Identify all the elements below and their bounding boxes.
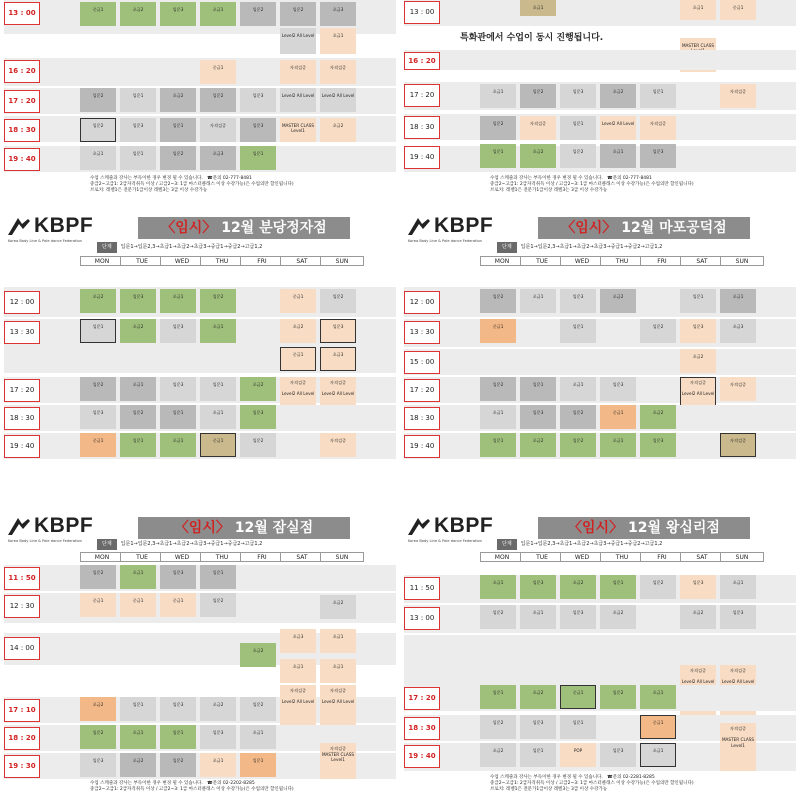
schedule-cell[interactable]: 입문1 (640, 84, 676, 108)
schedule-cell[interactable]: 초급1 (200, 2, 236, 26)
schedule-cell[interactable]: 입문1 (120, 146, 156, 170)
schedule-cell[interactable]: 초급1 (320, 629, 356, 653)
schedule-cell[interactable]: 초급2 (280, 319, 316, 343)
page-title: 〈임시〉 12월 마포공덕점 (538, 217, 750, 239)
schedule-cell[interactable]: 입문2 (480, 377, 516, 401)
schedule-cell[interactable]: 중급1 (200, 433, 236, 457)
time-slot: 17 : 20 (404, 84, 440, 107)
schedule-cell[interactable]: 입문3 (600, 743, 636, 767)
time-slot: 14 : 00 (4, 637, 40, 660)
schedule-cell[interactable]: 입문3 (560, 84, 596, 108)
schedule-cell[interactable]: 초급2 (120, 319, 156, 343)
schedule-cell[interactable]: 자격검증 Level2 All Level (320, 377, 356, 429)
schedule-cell[interactable]: 자격검증 Level2 All Level (280, 685, 316, 739)
schedule-cell[interactable]: 입문3 (640, 144, 676, 168)
schedule-cell[interactable]: 초급2 (200, 697, 236, 721)
day-header: MON TUE WED THU FRI SAT SUN (400, 256, 800, 267)
schedule-cell[interactable]: 초급2 (520, 433, 556, 457)
schedule-cell[interactable]: 초급2 (680, 605, 716, 629)
time-slot: 16 : 20 (404, 52, 440, 70)
schedule-cell[interactable]: MASTER CLASS Level1 (280, 118, 316, 142)
schedule-cell[interactable]: 초급1 (520, 0, 556, 16)
kbpf-mark-icon (406, 215, 432, 237)
time-slot: 17 : 20 (404, 379, 440, 402)
time-slot: 18 : 30 (4, 407, 40, 430)
kbpf-mark-icon (6, 515, 32, 537)
time-slot: 18 : 30 (404, 407, 440, 430)
schedule-cell[interactable]: 중급1 (640, 715, 676, 739)
schedule-cell[interactable]: 입문2 (160, 146, 196, 170)
schedule-cell[interactable]: 입문2 (200, 593, 236, 617)
schedule-cell[interactable]: 입문1 (160, 118, 196, 142)
schedule-cell[interactable]: 초급1 (640, 743, 676, 767)
schedule-cell[interactable]: 중급1 (280, 289, 316, 313)
schedule-cell[interactable]: 자격검증 Level2 All Level (320, 685, 356, 739)
schedule-cell[interactable]: 중급1 (80, 593, 116, 617)
schedule-cell[interactable]: 입문2 (640, 319, 676, 343)
schedule-cell[interactable]: 초급3 (280, 629, 316, 653)
time-slot: 17 : 20 (4, 90, 40, 113)
schedule-cell[interactable]: 초급3 (320, 347, 356, 371)
schedule-cell[interactable]: 자격검증 Level2 All Level (720, 665, 756, 719)
schedule-cell[interactable]: 자격검증 (280, 60, 316, 84)
schedule-cell[interactable]: 자격검증 (520, 116, 556, 140)
schedule-cell[interactable]: 입문1 (160, 405, 196, 429)
schedule-cell[interactable]: 입문2 (480, 605, 516, 629)
schedule-cell[interactable]: 자격검증 (720, 377, 756, 401)
schedule-cell[interactable]: 입문3 (520, 715, 556, 739)
schedule-cell[interactable]: 입문1 (520, 743, 556, 767)
time-slot: 13 : 00 (404, 607, 440, 630)
schedule-cell[interactable]: 입문2 (600, 685, 636, 709)
schedule-cell[interactable]: 초급1 (160, 433, 196, 457)
kbpf-logo: KBPF Korea Body Line & Pole dance Federation (8, 514, 94, 543)
schedule-cell[interactable]: 입문2 (200, 88, 236, 112)
time-slot: 18 : 30 (404, 717, 440, 740)
schedule-cell[interactable]: 입문2 (200, 289, 236, 313)
schedule-cell[interactable]: 초급2 (600, 605, 636, 629)
panel-top-left (0, 0, 400, 193)
schedule-cell[interactable]: 초급1 (520, 605, 556, 629)
schedule-cell[interactable]: 입문1 (560, 319, 596, 343)
schedule-cell[interactable]: 중급1 (160, 593, 196, 617)
schedule-cell[interactable]: 초급1 (240, 725, 276, 749)
schedule-cell[interactable]: 입문1 (480, 433, 516, 457)
schedule-cell[interactable]: 입문1 (480, 685, 516, 709)
schedule-cell[interactable]: 입문2 (80, 88, 116, 112)
schedule-cell[interactable]: 입문3 (120, 289, 156, 313)
schedule-cell[interactable]: 입문2 (560, 433, 596, 457)
time-slot: 13 : 30 (4, 321, 40, 344)
day-header: MON TUE WED THU FRI SAT SUN (400, 552, 800, 563)
schedule-cell[interactable]: 초급2 (80, 289, 116, 313)
schedule-cell[interactable]: 입문3 (160, 2, 196, 26)
schedule-cell[interactable]: 초급2 (120, 753, 156, 777)
kbpf-mark-icon (6, 215, 32, 237)
schedule-cell[interactable]: 입문1 (160, 725, 196, 749)
schedule-cell[interactable]: 초급1 (80, 146, 116, 170)
schedule-cell[interactable]: 초급1 (280, 659, 316, 683)
schedule-cell[interactable]: 입문3 (240, 405, 276, 429)
schedule-cell[interactable]: 입문3 (560, 605, 596, 629)
time-slot: 17 : 20 (4, 379, 40, 402)
schedule-cell[interactable]: 입문3 (520, 575, 556, 599)
page-title: 〈임시〉 12월 잠실점 (138, 517, 350, 539)
schedule-cell[interactable]: 초급1 (640, 685, 676, 709)
time-slot: 13 : 00 (404, 1, 440, 24)
schedule-cell[interactable]: 입문1 (680, 289, 716, 313)
day-header: MON TUE WED THU FRI SAT SUN (0, 552, 400, 563)
schedule-cell[interactable]: 초급2 (240, 643, 276, 667)
time-slot: 18 : 30 (404, 116, 440, 139)
schedule-cell[interactable]: 자격검증 (320, 60, 356, 84)
schedule-cell[interactable]: 자격검증 Level2 All Level (280, 377, 316, 429)
schedule-cell[interactable]: 초급2 (480, 743, 516, 767)
schedule-cell[interactable]: 입문1 (560, 715, 596, 739)
schedule-cell[interactable]: 중급1 (280, 347, 316, 371)
schedule-cell[interactable]: 입문1 (120, 433, 156, 457)
time-slot: 19 : 40 (404, 435, 440, 458)
schedule-cell[interactable]: Level2 All Level (600, 116, 636, 140)
panel-jamsil (0, 505, 400, 800)
schedule-cell[interactable]: 자격검증 (320, 433, 356, 457)
schedule-cell[interactable]: 입문1 (560, 116, 596, 140)
schedule-cell[interactable]: 초급3 (320, 2, 356, 26)
time-slot: 11 : 50 (4, 567, 40, 590)
time-slot: 12 : 00 (404, 291, 440, 314)
schedule-cell[interactable]: 입문3 (120, 118, 156, 142)
schedule-cell[interactable]: 초급1 (160, 289, 196, 313)
day-header: MON TUE WED THU FRI SAT SUN (0, 256, 400, 267)
panel-mapo (400, 205, 800, 470)
schedule-cell[interactable]: 중급1 (80, 433, 116, 457)
schedule-cell[interactable]: 입문1 (120, 88, 156, 112)
schedule-cell[interactable]: 초급3 (200, 146, 236, 170)
footer-notes: 수업 스케줄과 강사는 부득이한 경우 변경 될 수 있습니다. ☎문의 02-2202-8285 중급2~고급1: 2급자격취득 이상 / 고급2~3: 1급 마스터클래스 이상 수강가능(은 수업의만 할인됩니다) (90, 781, 294, 792)
schedule-cell[interactable]: 중급1 (480, 319, 516, 343)
schedule-cell[interactable]: 초급2 (320, 595, 356, 619)
level-legend: 단계 입문1→입문2,3→초급1→초급2→초급3→중급1→중급2→고급1,2 (97, 242, 262, 253)
schedule-cell[interactable]: 입문1 (120, 697, 156, 721)
schedule-cell[interactable]: 입문2 (160, 753, 196, 777)
schedule-cell[interactable]: 초급2 (600, 289, 636, 313)
schedule-cell[interactable]: 자격검증 (200, 118, 236, 142)
schedule-cell[interactable]: 입문3 (720, 605, 756, 629)
schedule-cell[interactable]: 입문3 (160, 565, 196, 589)
schedule-cell[interactable]: 입문3 (80, 753, 116, 777)
schedule-cell[interactable]: 초급1 (200, 753, 236, 777)
time-slot: 19 : 30 (4, 755, 40, 778)
schedule-cell[interactable]: 입문2 (80, 118, 116, 142)
schedule-cell[interactable]: 자격검증 Level2 All Level (680, 665, 716, 719)
schedule-cell[interactable]: POP (560, 743, 596, 767)
schedule-cell[interactable]: 입문2 (120, 405, 156, 429)
panel-wangsimni (400, 505, 800, 800)
time-slot: 12 : 00 (4, 291, 40, 314)
schedule-cell[interactable]: 입문1 (200, 377, 236, 401)
schedule-cell[interactable]: 초급1 (480, 405, 516, 429)
page-title: 〈임시〉 12월 분당정자점 (138, 217, 350, 239)
schedule-cell[interactable]: 입문2 (280, 2, 316, 26)
schedule-cell[interactable]: 초급1 (120, 565, 156, 589)
schedule-cell[interactable]: 초급2 (80, 697, 116, 721)
schedule-cell[interactable]: 초급1 (120, 377, 156, 401)
schedule-cell[interactable]: 자격검증 MASTER CLASS Level1 (320, 743, 356, 779)
level-legend: 단계 입문1→입문2,3→초급1→초급2→초급3→중급1→중급2→고급1,2 (497, 539, 662, 550)
schedule-cell[interactable]: 중급1 (720, 0, 756, 20)
schedule-cell[interactable]: 입문2 (80, 565, 116, 589)
time-slot: 18 : 20 (4, 727, 40, 750)
schedule-cell[interactable]: 입문2 (80, 377, 116, 401)
schedule-cell[interactable]: 초급2 (160, 88, 196, 112)
panel-bundang (0, 205, 400, 470)
time-slot: 17 : 20 (404, 687, 440, 710)
schedule-cell[interactable]: 중급1 (80, 2, 116, 26)
schedule-cell[interactable]: 초급1 (200, 405, 236, 429)
schedule-cell[interactable]: 자격검증 (640, 116, 676, 140)
schedule-cell[interactable]: 입문2 (480, 289, 516, 313)
schedule-cell[interactable]: Level2 All Level (320, 88, 356, 112)
schedule-cell[interactable]: 입문2 (80, 725, 116, 749)
time-slot: 19 : 40 (4, 435, 40, 458)
time-slot: 15 : 00 (404, 351, 440, 374)
time-slot: 12 : 30 (4, 595, 40, 618)
schedule-cell[interactable]: 초급2 (520, 685, 556, 709)
schedule-cell[interactable]: 초급3 (720, 319, 756, 343)
schedule-cell[interactable]: 입문3 (240, 118, 276, 142)
schedule-cell[interactable]: 초급1 (520, 289, 556, 313)
time-slot: 19 : 40 (404, 745, 440, 768)
kbpf-logo: KBPF Korea Body Line & Pole dance Federation (408, 214, 494, 243)
schedule-cell[interactable]: Level2 All Level (280, 28, 316, 54)
schedule-cell[interactable]: 입문3 (240, 88, 276, 112)
footer-notes: 수업 스케줄과 강사는 부득이한 경우 변경 될 수 있습니다. ☎문의 02-777-8481 중급2~고급1: 2급자격취득 이상 / 고급2~3: 1급 마스터클래스 이상 수강가능(은 수업의만 할인됩니다) 브로치: 레벨1은 전문가1급이상 레벨3는 3급 이상 수강가능 (90, 176, 294, 193)
kbpf-logo: KBPF Korea Body Line & Pole dance Federation (8, 214, 94, 243)
schedule-cell[interactable]: 초급2 (560, 575, 596, 599)
schedule-cell[interactable]: 입문2 (560, 405, 596, 429)
schedule-cell[interactable]: 초급1 (320, 28, 356, 54)
time-slot: 16 : 20 (4, 60, 40, 83)
schedule-cell[interactable]: 자격검증 MASTER CLASS Level1 (720, 723, 756, 771)
page-title: 〈임시〉 12월 왕십리점 (538, 517, 750, 539)
level-legend: 단계 입문1→입문2,3→초급1→초급2→초급3→중급1→중급2→고급1,2 (497, 242, 662, 253)
schedule-cell[interactable]: 자격검증 Level2 All Level (680, 377, 716, 429)
schedule-cell[interactable]: 초급2 (600, 84, 636, 108)
schedule-cell[interactable]: 입문3 (520, 405, 556, 429)
schedule-cell[interactable]: 입문2 (480, 116, 516, 140)
time-slot: 13 : 30 (404, 321, 440, 344)
schedule-cell[interactable]: 초급2 (680, 349, 716, 373)
schedule-cell[interactable]: 입문2 (480, 715, 516, 739)
schedule-cell[interactable]: 입문3 (680, 575, 716, 599)
schedule-cell[interactable]: 자격검증 (720, 433, 756, 457)
schedule-cell[interactable]: 초급1 (600, 144, 636, 168)
time-slot: 17 : 10 (4, 699, 40, 722)
notice-text: 특화관에서 수업이 동시 진행됩니다. (460, 33, 604, 43)
schedule-cell[interactable]: 입문3 (600, 377, 636, 401)
schedule-cell[interactable]: 입문2 (240, 433, 276, 457)
schedule-cell[interactable]: 입문1 (520, 377, 556, 401)
schedule-cell[interactable]: 초급1 (200, 319, 236, 343)
schedule-cell[interactable]: 초급2 (120, 2, 156, 26)
schedule-cell[interactable]: 초급2 (240, 377, 276, 401)
schedule-cell[interactable]: 중급1 (120, 593, 156, 617)
schedule-cell[interactable]: 초급1 (480, 575, 516, 599)
schedule-cell[interactable]: 입문2 (560, 144, 596, 168)
schedule-cell[interactable]: 입문2 (240, 697, 276, 721)
schedule-cell[interactable]: MASTER CLASS (680, 38, 716, 72)
schedule-cell[interactable]: 입문2 (240, 2, 276, 26)
schedule-cell[interactable]: 초급2 (320, 118, 356, 142)
schedule-cell[interactable]: 중급1 (560, 685, 596, 709)
schedule-cell[interactable]: 자격검증 (720, 84, 756, 108)
schedule-cell[interactable]: 초급1 (600, 433, 636, 457)
schedule-cell[interactable]: 초급1 (480, 84, 516, 108)
schedule-cell[interactable]: 중급1 (600, 405, 636, 429)
schedule-cell[interactable]: 입문3 (680, 319, 716, 343)
schedule-cell[interactable]: 입문1 (480, 144, 516, 168)
schedule-cell[interactable]: 입문3 (560, 289, 596, 313)
schedule-cell[interactable]: 입문3 (160, 697, 196, 721)
kbpf-logo: KBPF Korea Body Line & Pole dance Federation (408, 514, 494, 543)
schedule-cell[interactable]: 입문3 (160, 319, 196, 343)
schedule-cell[interactable]: Level2 All Level (280, 88, 316, 112)
panel-top-right (400, 0, 800, 193)
schedule-cell[interactable]: 초급2 (640, 405, 676, 429)
schedule-cell[interactable]: 중급1 (200, 60, 236, 84)
level-legend: 단계 입문1→입문2,3→초급1→초급2→초급3→중급1→중급2→고급1,2 (97, 539, 262, 550)
footer-notes: 수업 스케줄과 강사는 부득이한 경우 변경 될 수 있습니다. ☎문의 02-777-8481 중급2~고급1: 2급자격취득 이상 / 고급2~3: 1급 마스터클래스 이상 수강가능(은 수업의만 할인됩니다) 브로치: 레벨1은 전문가1급이상 레벨3는 3급 이상 수강가능 (490, 176, 694, 193)
schedule-cell[interactable]: 입문3 (160, 377, 196, 401)
time-slot: 11 : 50 (404, 577, 440, 600)
schedule-cell[interactable]: 초급2 (520, 144, 556, 168)
schedule-cell[interactable]: 입문3 (320, 319, 356, 343)
schedule-cell[interactable]: 초급1 (560, 377, 596, 401)
time-slot: 13 : 00 (4, 2, 40, 25)
schedule-cell[interactable]: 입문1 (600, 575, 636, 599)
time-slot: 18 : 30 (4, 119, 40, 142)
schedule-cell[interactable]: 입문3 (640, 433, 676, 457)
schedule-cell[interactable]: 입문1 (240, 146, 276, 170)
schedule-cell[interactable]: 입문3 (80, 405, 116, 429)
schedule-cell[interactable]: 입문2 (520, 84, 556, 108)
time-slot: 19 : 40 (404, 146, 440, 169)
schedule-cell[interactable]: 입문2 (640, 575, 676, 599)
schedule-cell[interactable]: 입문1 (80, 319, 116, 343)
schedule-cell[interactable]: 초급1 (720, 575, 756, 599)
schedule-cell[interactable]: 입문3 (200, 725, 236, 749)
footer-notes: 수업 스케줄과 강사는 부득이한 경우 변경 될 수 있습니다. ☎문의 02-2281-8285 중급2~고급1: 2급자격취득 이상 / 고급2~3: 1급 마스터클래스 이상 수강가능(은 수업의만 할인됩니다) 브로치: 레벨1은 전문가1급이상 레벨3는 3급 이상 수강가능 (490, 775, 694, 792)
schedule-cell[interactable]: 초급1 (720, 289, 756, 313)
time-slot: 19 : 40 (4, 148, 40, 171)
schedule-cell[interactable]: 초급1 (320, 659, 356, 683)
schedule-cell[interactable]: 초급1 (680, 0, 716, 20)
schedule-cell[interactable]: 입문2 (320, 289, 356, 313)
kbpf-mark-icon (406, 515, 432, 537)
schedule-cell[interactable]: 입문1 (240, 753, 276, 777)
schedule-cell[interactable]: 입문1 (200, 565, 236, 589)
schedule-cell[interactable]: 초급1 (120, 725, 156, 749)
